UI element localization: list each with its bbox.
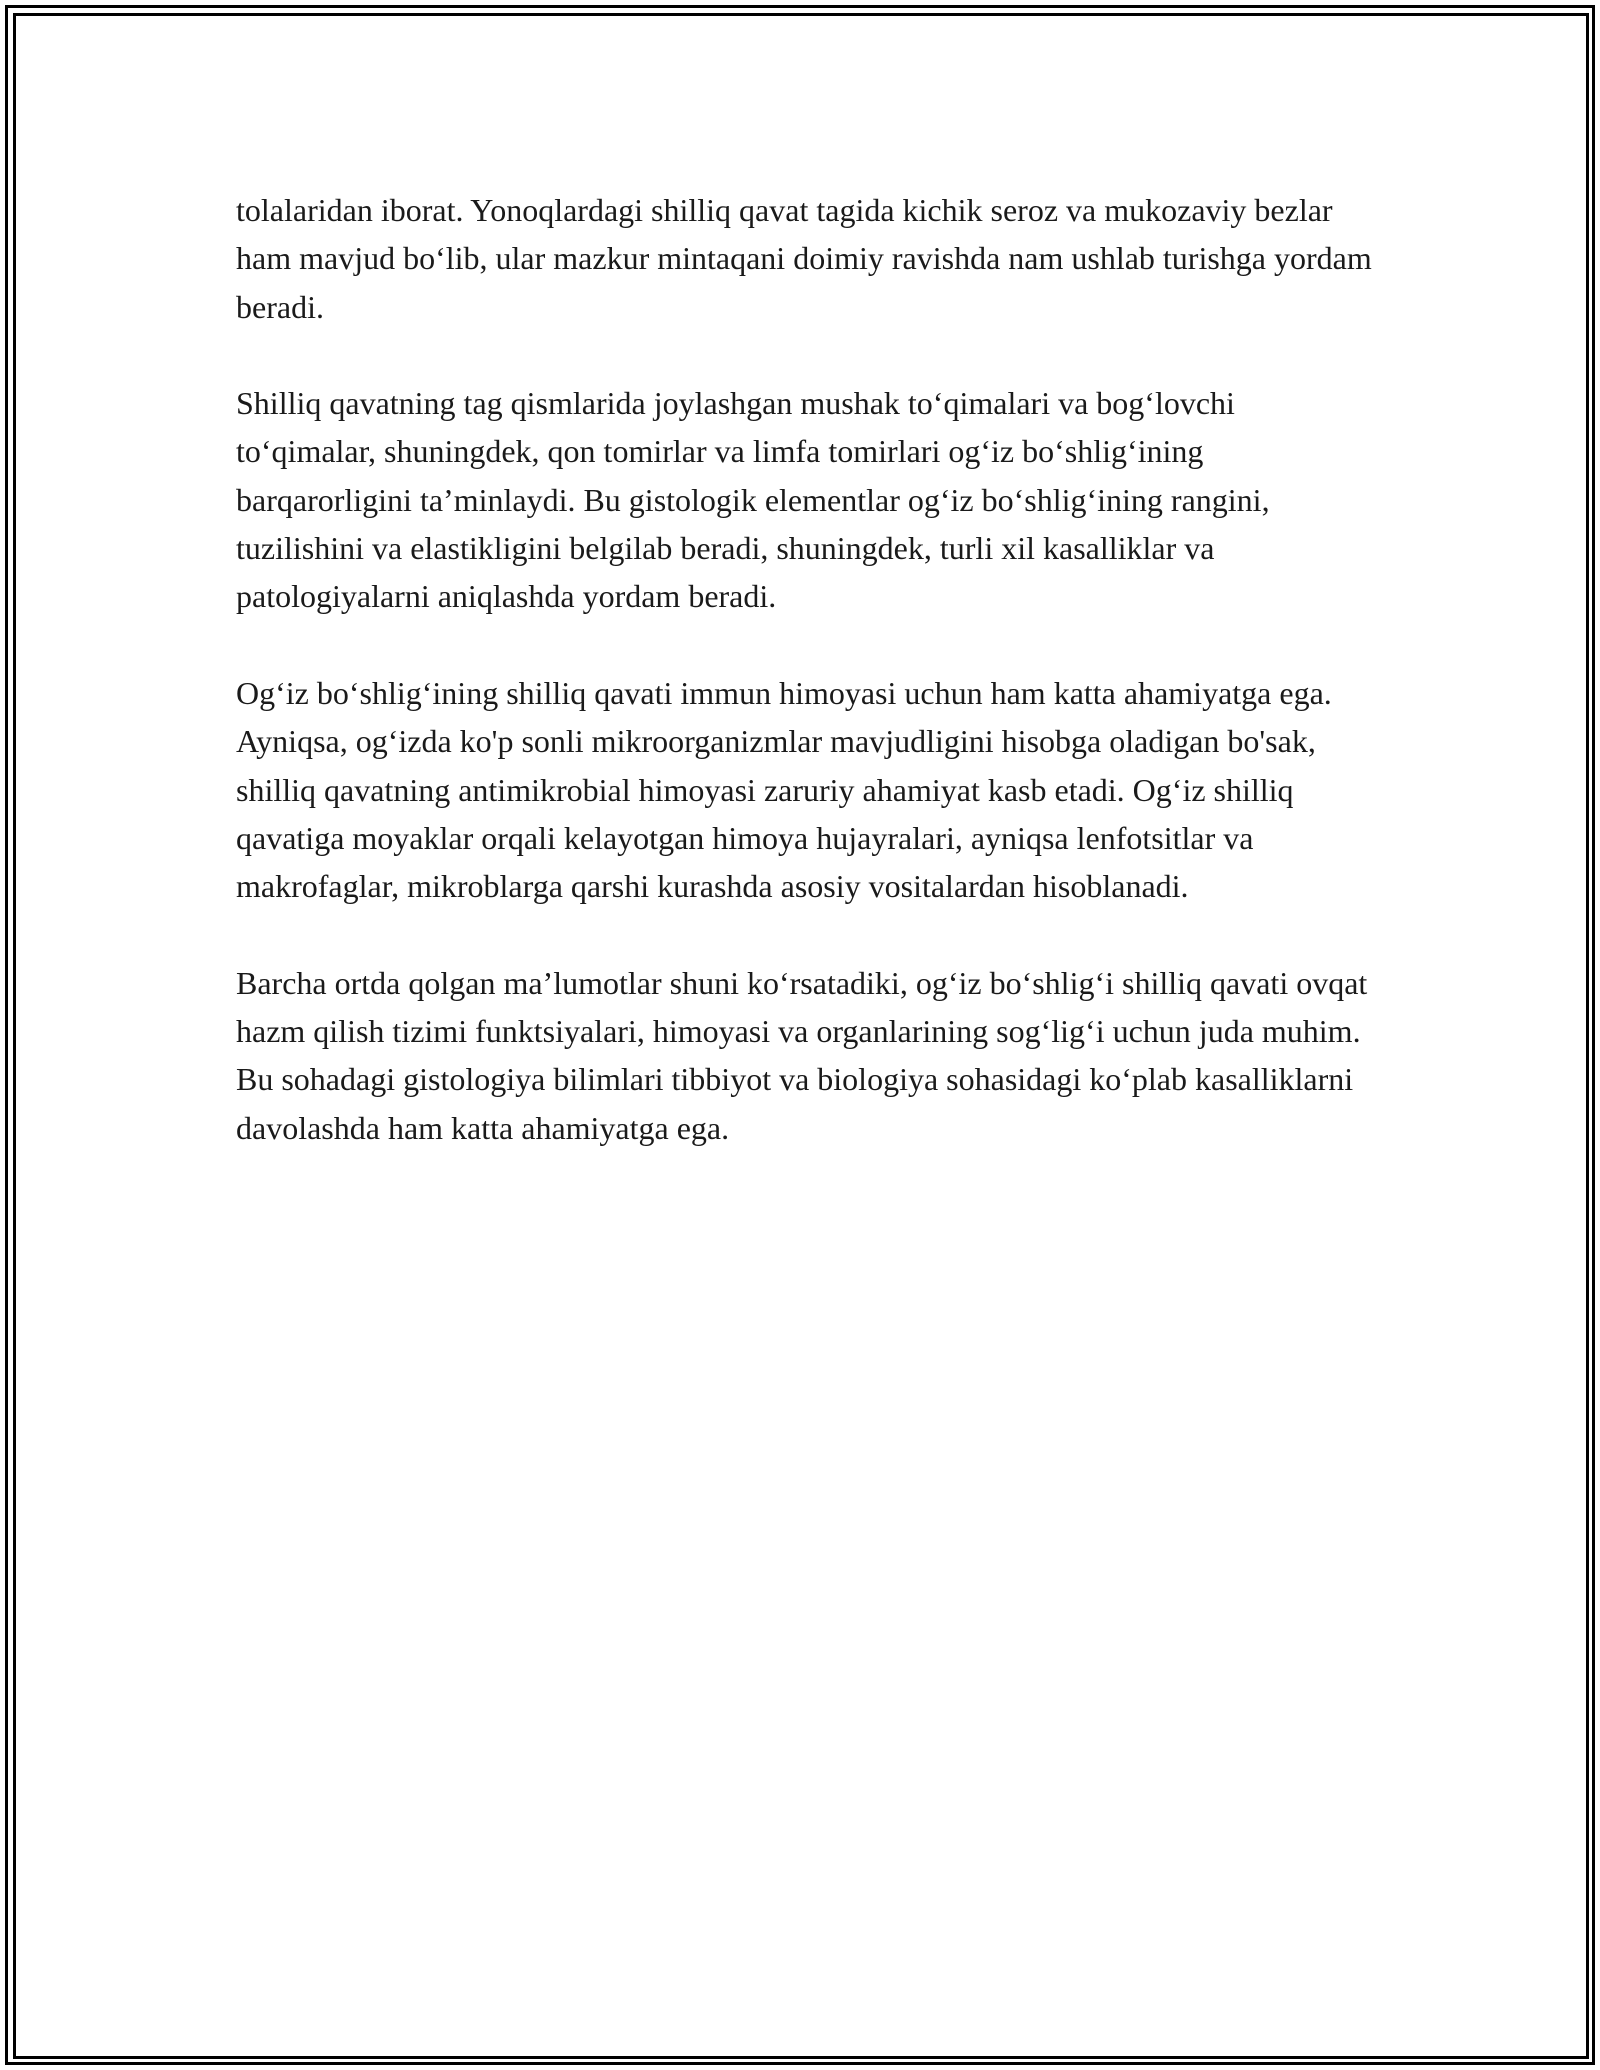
paragraph: Shilliq qavatning tag qismlarida joylashgan mushak to‘qimalari va bog‘lovchi to‘qimalar, shuningdek, qon tomirlar va limfa tomirlari og‘iz bo‘shlig‘ining barqarorligini ta’minlaydi. Bu gistologik elementlar og‘iz bo‘shlig‘ining rangini, tuzilishini va elastikligini belgilab beradi, shuningdek, turli xil kasalliklar va patologiyalarni aniqlashda yordam beradi. [236, 385, 1270, 615]
paragraph: Barcha ortda qolgan ma’lumotlar shuni ko‘rsatadiki, og‘iz bo‘shlig‘i shilliq qavati ovqat hazm qilish tizimi funktsiyalari, himoyasi va organlarining sog‘lig‘i uchun juda muhim. Bu sohadagi gistologiya bilimlari tibbiyot va biologiya sohasidagi ko‘plab kasalliklarni davolashda ham katta ahamiyatga ega. [236, 964, 1368, 1146]
paragraph: tolalaridan iborat. Yonoqlardagi shilliq qavat tagida kichik seroz va mukozaviy bezlar ham mavjud bo‘lib, ular mazkur mintaqani doimiy ravishda nam ushlab turishga yordam beradi. [236, 192, 1372, 325]
paragraph: Og‘iz bo‘shlig‘ining shilliq qavati immun himoyasi uchun ham katta ahamiyatga ega. Ayniqsa, og‘izda ko'p sonli mikroorganizmlar mavjudligini hisobga oladigan bo'sak, shilliq qavatning antimikrobial himoyasi zaruriy ahamiyat kasb etadi. Og‘iz shilliq qavatiga moyaklar orqali kelayotgan himoya hujayralari, ayniqsa lenfotsitlar va makrofaglar, mikroblarga qarshi kurashda asosiy vositalardan hisoblanadi. [236, 674, 1332, 905]
document-body [236, 186, 1376, 1200]
